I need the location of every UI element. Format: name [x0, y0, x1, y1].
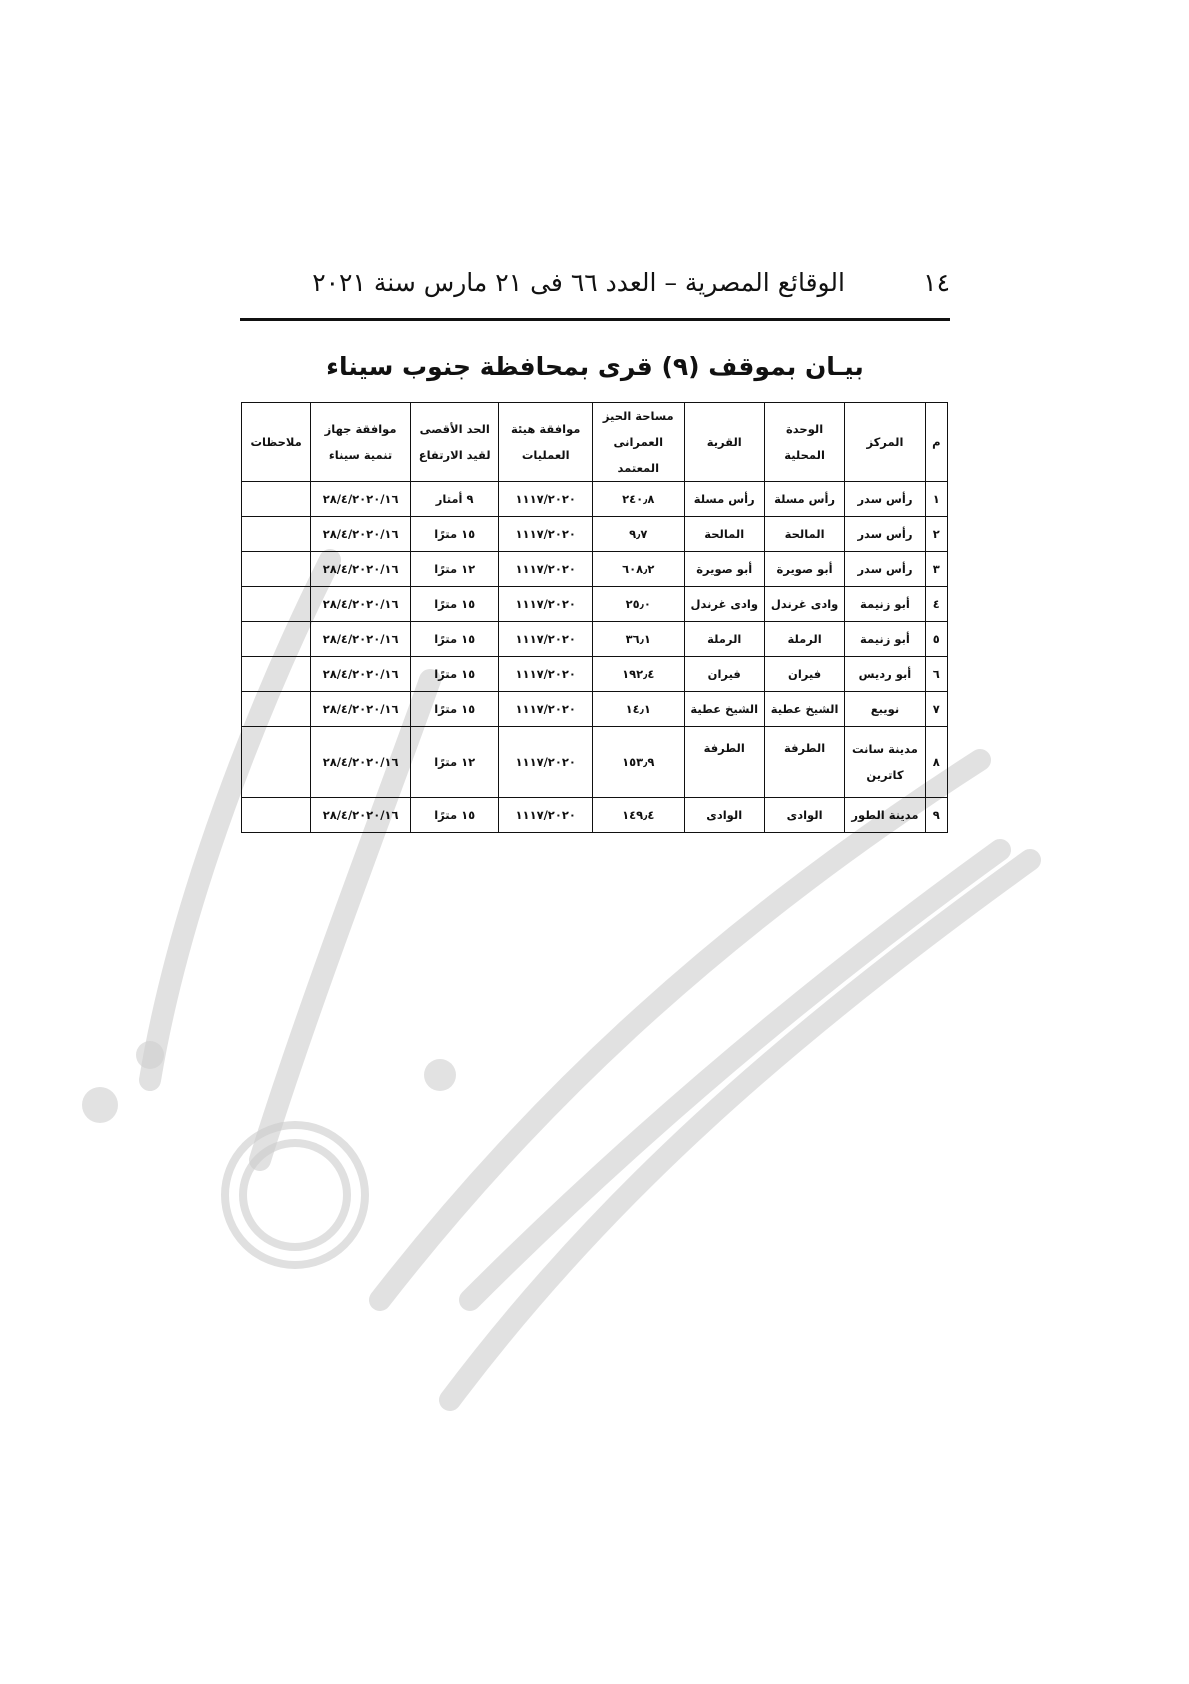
table-row — [242, 657, 948, 692]
table-cell: ٤ — [925, 587, 947, 622]
table-cell: ١١١٧/٢٠٢٠ — [499, 517, 593, 552]
table-cell: ١٥ مترًا — [410, 517, 499, 552]
table-cell: ٦٠٨٫٢ — [593, 552, 685, 587]
header-rule — [240, 318, 950, 321]
table-cell: ١٥ مترًا — [410, 587, 499, 622]
table-cell: رأس مسلة — [684, 482, 764, 517]
table-row — [242, 552, 948, 587]
table-row — [242, 482, 948, 517]
table-cell: ٢٨/٤/٢٠٢٠/١٦ — [311, 552, 411, 587]
table-cell: ١٥ مترًا — [410, 692, 499, 727]
table-cell: أبو زنيمة — [845, 622, 925, 657]
table-header-row — [242, 403, 948, 482]
table-cell: المالحة — [764, 517, 844, 552]
table-cell: الرملة — [684, 622, 764, 657]
table-cell: ٢٥٫٠ — [593, 587, 685, 622]
table-row — [242, 622, 948, 657]
table-row — [242, 798, 948, 833]
table-cell: ١١١٧/٢٠٢٠ — [499, 798, 593, 833]
table-cell: الوادى — [764, 798, 844, 833]
table-cell: ١١١٧/٢٠٢٠ — [499, 482, 593, 517]
table-cell: الرملة — [764, 622, 844, 657]
table-cell: ١١١٧/٢٠٢٠ — [499, 727, 593, 798]
page-number: ١٤ — [923, 268, 950, 297]
table-cell: المالحة — [684, 517, 764, 552]
table-cell: رأس سدر — [845, 517, 925, 552]
header-cell: مساحة الحيز العمرانى المعتمد — [593, 403, 685, 482]
table-cell: ٦ — [925, 657, 947, 692]
document-title: بيـان بموقف (٩) قرى بمحافظة جنوب سيناء — [326, 352, 864, 381]
table-cell: ٢ — [925, 517, 947, 552]
table-cell: ٩ أمتار — [410, 482, 499, 517]
table-cell: ١٥ مترًا — [410, 657, 499, 692]
table-cell: ٩٫٧ — [593, 517, 685, 552]
table-cell: ٨ — [925, 727, 947, 798]
table-cell: الطرفة — [764, 727, 844, 798]
table-cell: ٢٨/٤/٢٠٢٠/١٦ — [311, 622, 411, 657]
table-cell: ١٩٢٫٤ — [593, 657, 685, 692]
table-cell: أبو صويرة — [684, 552, 764, 587]
table-cell: وادى غرندل — [684, 587, 764, 622]
table-row — [242, 587, 948, 622]
table-cell — [242, 727, 311, 798]
villages-table — [241, 402, 948, 833]
table-cell: ١ — [925, 482, 947, 517]
table-cell: ٣٦٫١ — [593, 622, 685, 657]
table-cell: ١٥ مترًا — [410, 622, 499, 657]
table-cell: الوادى — [684, 798, 764, 833]
table-cell: ٢٨/٤/٢٠٢٠/١٦ — [311, 517, 411, 552]
table-cell: ٩ — [925, 798, 947, 833]
header-cell: المركز — [845, 403, 925, 482]
table-cell — [242, 692, 311, 727]
table-cell: الشيخ عطية — [764, 692, 844, 727]
table-cell: أبو صويرة — [764, 552, 844, 587]
table-cell: ١٢ مترًا — [410, 552, 499, 587]
table-cell: الشيخ عطية — [684, 692, 764, 727]
header-cell: م — [925, 403, 947, 482]
page-header — [240, 268, 950, 320]
table-cell — [242, 798, 311, 833]
table-cell — [242, 587, 311, 622]
table-cell — [242, 482, 311, 517]
table-cell: ٣ — [925, 552, 947, 587]
table-cell: ١٤٫١ — [593, 692, 685, 727]
table-cell: ١٥٣٫٩ — [593, 727, 685, 798]
table-cell — [242, 552, 311, 587]
table-cell: ٢٨/٤/٢٠٢٠/١٦ — [311, 798, 411, 833]
table-cell: ٢٨/٤/٢٠٢٠/١٦ — [311, 727, 411, 798]
table-cell: ١٢ مترًا — [410, 727, 499, 798]
table-cell — [242, 622, 311, 657]
table-cell: رأس سدر — [845, 552, 925, 587]
table-cell: ١١١٧/٢٠٢٠ — [499, 552, 593, 587]
table-cell: مدينة سانت كاترين — [845, 727, 925, 798]
table-cell: ٥ — [925, 622, 947, 657]
table-cell: ١١١٧/٢٠٢٠ — [499, 622, 593, 657]
table-cell: ١٤٩٫٤ — [593, 798, 685, 833]
table-cell — [242, 517, 311, 552]
table-cell: ٢٨/٤/٢٠٢٠/١٦ — [311, 482, 411, 517]
table-cell: أبو رديس — [845, 657, 925, 692]
header-cell: الحد الأقصى لقيد الارتفاع — [410, 403, 499, 482]
table-cell: فيران — [764, 657, 844, 692]
table-row — [242, 727, 948, 798]
header-cell: موافقة جهاز تنمية سيناء — [311, 403, 411, 482]
header-cell: ملاحظات — [242, 403, 311, 482]
table-cell: رأس سدر — [845, 482, 925, 517]
table-cell: ٢٨/٤/٢٠٢٠/١٦ — [311, 587, 411, 622]
table-cell: أبو زنيمة — [845, 587, 925, 622]
table-cell: الطرفة — [684, 727, 764, 798]
running-title: الوقائع المصرية – العدد ٦٦ فى ٢١ مارس سنة ٢٠٢١ — [312, 268, 845, 297]
table-cell: ٧ — [925, 692, 947, 727]
header-cell: موافقة هيئة العمليات — [499, 403, 593, 482]
header-cell: الوحدة المحلية — [764, 403, 844, 482]
table-cell: ٢٤٠٫٨ — [593, 482, 685, 517]
table-cell: رأس مسلة — [764, 482, 844, 517]
table-cell: نويبع — [845, 692, 925, 727]
table-cell: وادى غرندل — [764, 587, 844, 622]
table-cell: ١٥ مترًا — [410, 798, 499, 833]
table-row — [242, 517, 948, 552]
table-cell: ١١١٧/٢٠٢٠ — [499, 657, 593, 692]
table-row — [242, 692, 948, 727]
table-cell: ٢٨/٤/٢٠٢٠/١٦ — [311, 657, 411, 692]
header-cell: القرية — [684, 403, 764, 482]
table-cell: فيران — [684, 657, 764, 692]
table-cell: ٢٨/٤/٢٠٢٠/١٦ — [311, 692, 411, 727]
table-cell: مدينة الطور — [845, 798, 925, 833]
table-cell: ١١١٧/٢٠٢٠ — [499, 587, 593, 622]
table-cell: ١١١٧/٢٠٢٠ — [499, 692, 593, 727]
table-cell — [242, 657, 311, 692]
